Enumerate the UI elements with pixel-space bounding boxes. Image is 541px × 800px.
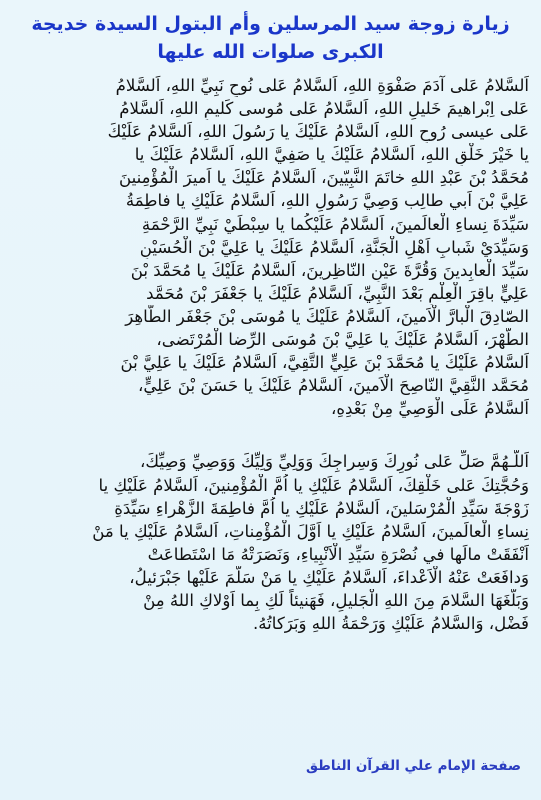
salutation-section — [12, 74, 529, 420]
text-line: عَلِيَّ بْنَ اَبي طالِب وَصِيَّ رَسُولِ اللهِ، اَلسَّلامُ عَلَيْكِ يا فاطِمَةُ — [125, 191, 529, 211]
text-line: عَلِيٍّ باقِرَ الْعِلْمِ بَعْدَ النَّبِيِّ، اَلسَّلامُ عَلَيْكَ يا جَعْفَرَ بْنَ مُحَمَّد — [146, 283, 529, 303]
text-line: مُحَمَّد النَّقِيَّ النّاصِحَ الْاَمينَ، اَلسَّلامُ عَلَيْكَ يا حَسَنَ بْنَ عَلِيٍّ، — [138, 376, 529, 396]
page-footer: صفحة الإمام علي القرآن الناطق — [306, 758, 521, 774]
text-line: سَيِّدَ الْعابِدينَ وَقُرَّةَ عَيْنِ النّاظِرينَ، اَلسَّلامُ عَلَيْكَ يا مُحَمَّدَ بْنَ — [130, 260, 529, 280]
text-line: اَلسَّلامُ عَلى آدَمَ صَفْوَةِ اللهِ، اَلسَّلامُ عَلى نُوحٍ نَبِيِّ اللهِ، اَلسَّلامُ — [115, 76, 529, 95]
page-title — [12, 10, 529, 66]
text-line: الطُّهْرَ، اَلسَّلامُ عَلَيْكَ يا عَلِيَّ بْنَ مُوسَى الرِّضا الْمُرْتَضى، — [156, 330, 529, 350]
prayer-section — [12, 450, 529, 635]
text-line: عَلى اِبْراهيمَ خَليلِ اللهِ، اَلسَّلامُ عَلى مُوسى كَليمِ اللهِ، اَلسَّلامُ — [119, 99, 529, 119]
text-line: اَلسَّلامُ عَلَى الْوَصِيِّ مِنْ بَعْدِهِ، — [330, 399, 529, 419]
text-line: عَلى عيسى رُوحِ اللهِ، اَلسَّلامُ عَلَيْكَ يا رَسُولَ اللهِ، اَلسَّلامُ عَلَيْكَ — [107, 122, 529, 142]
text-line: وَحُجَّتِكَ عَلى خَلْقِكَ، اَلسَّلامُ عَلَيْكِ يا اُمَّ الْمُؤْمِنينَ، اَلسَّلامُ عَلَيْكِ يا — [98, 475, 529, 495]
text-line: اَنْفَقَتْ مالَها في نُصْرَةِ سَيِّدِ الْاَنْبِياءِ، وَنَصَرَتْهُ مَا اسْتَطاعَتْ — [147, 544, 529, 564]
text-line: وَسَيِّدَيْ شَبابِ اَهْلِ الْجَنَّةِ، اَلسَّلامُ عَلَيْكَ يا عَلِيَّ بْنَ الْحُسَيْنِ — [139, 237, 529, 257]
title-line-2: الكبرى صلوات الله عليها — [157, 41, 384, 63]
text-line: مُحَمَّدُ بْنَ عَبْدِ اللهِ خاتَمَ النَّبِيّينَ، اَلسَّلامُ عَلَيْكَ يا اَميرَ الْمُؤْمِنينَ — [119, 168, 529, 188]
text-line: وَدافَعَتْ عَنْهُ الْاَعْداءَ، اَلسَّلامُ عَلَيْكِ يا مَنْ سَلَّمَ عَلَيْها جَبْرَئيلُ، — [129, 567, 529, 587]
text-line: اَلسَّلامُ عَلَيْكَ يا مُحَمَّدَ بْنَ عَلِيٍّ التَّقِيَّ، اَلسَّلامُ عَلَيْكَ يا عَلِيَّ بْنَ — [120, 353, 529, 373]
title-line-1: زيارة زوجة سيد المرسلين وأم البتول السيدة خديجة — [31, 13, 510, 35]
text-line: الصّادِقَ الْبارَّ الْاَمينَ، اَلسَّلامُ عَلَيْكَ يا مُوسَى بْنَ جَعْفَر الطّاهِرَ — [125, 306, 529, 326]
text-line: نِساءِ الْعالَمينَ، اَلسَّلامُ عَلَيْكِ يا اَوَّلَ الْمُؤْمِناتِ، اَلسَّلامُ عَلَيْكِ يا مَنْ — [92, 521, 529, 541]
text-line: سَيِّدَةَ نِساءِ الْعالَمينَ، اَلسَّلامُ عَلَيْكُما يا سِبْطَيْ نَبِيِّ الرَّحْمَةِ — [141, 214, 529, 234]
text-line: فَضْل، وَالسَّلامُ عَلَيْكِ وَرَحْمَةُ اللهِ وَبَرَكاتُهُ. — [252, 614, 529, 634]
text-line: وَبَلَّغَهَا السَّلامَ مِنَ اللهِ الْجَليلِ، فَهَنيئاً لَكِ بِما اَوْلاكِ اللهُ مِنْ — [143, 590, 529, 610]
text-line: اَللّـهُمَّ صَلِّ عَلى نُورِكَ وَسِراجِكَ وَوَلِيِّ وَلِيِّكَ وَوَصِيِّ وَصِيِّكَ، — [140, 452, 529, 472]
text-line: يا خَيْرَ خَلْقِ اللهِ، اَلسَّلامُ عَلَيْكَ يا صَفِيَّ اللهِ، اَلسَّلامُ عَلَيْكَ يا — [134, 145, 529, 165]
text-line: زَوْجَةَ سَيِّدِ الْمُرْسَلينَ، اَلسَّلامُ عَلَيْكِ يا اُمَّ فاطِمَةَ الزَّهْراءِ سَيِّدَةِ — [114, 498, 529, 518]
